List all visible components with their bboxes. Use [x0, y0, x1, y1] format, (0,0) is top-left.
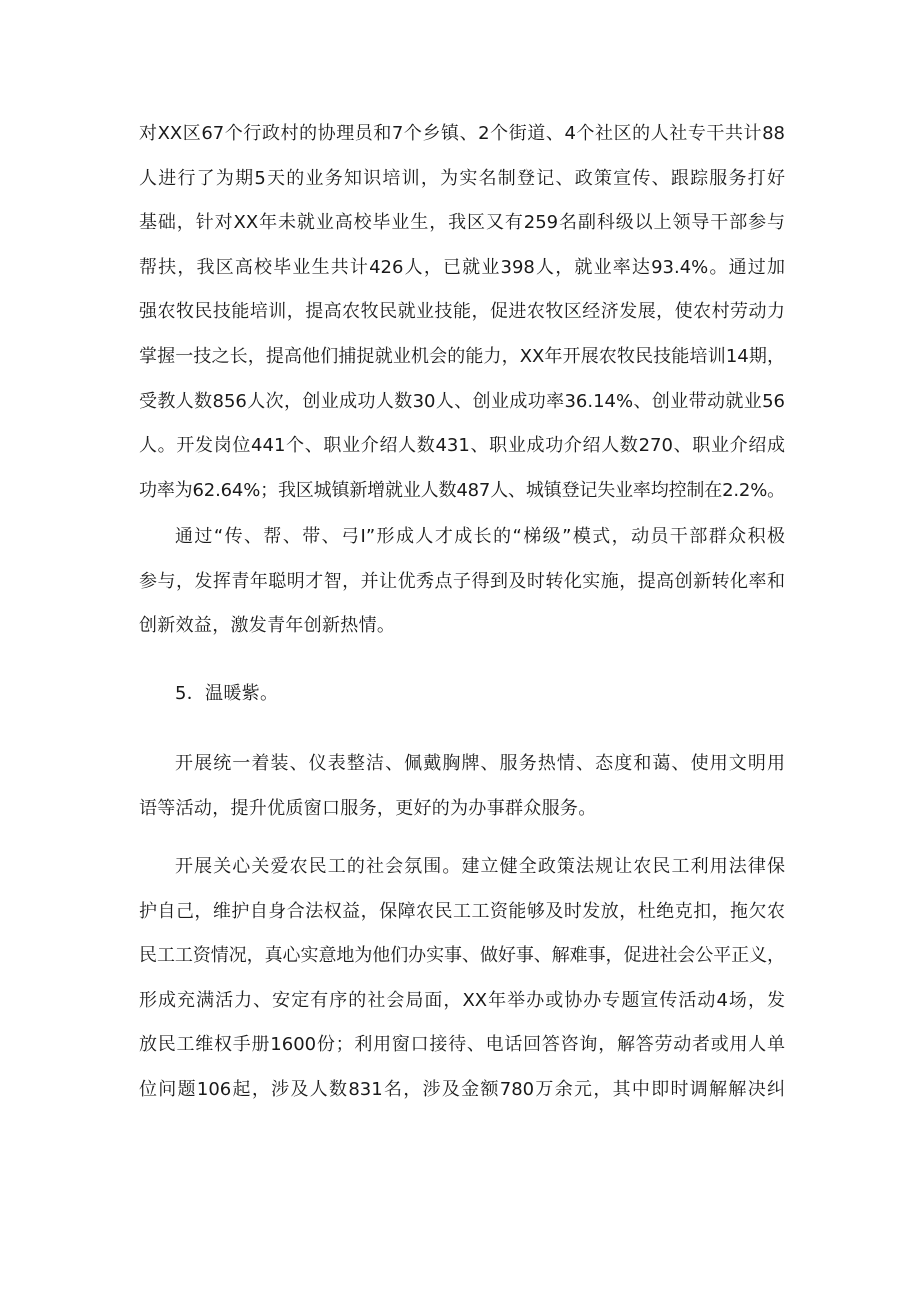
text-line: 掌握一技之长，提高他们捕捉就业机会的能力，XX年开展农牧民技能培训14期， [139, 345, 785, 367]
text-line: 形成充满活力、安定有序的社会局面，XX年举办或协办专题宣传活动4场，发 [139, 989, 785, 1011]
text-line: 开展统一着装、仪表整洁、佩戴胸牌、服务热情、态度和蔼、使用文明用 [175, 753, 785, 774]
text-line: 语等活动，提升优质窗口服务，更好的为办事群众服务。 [139, 797, 597, 819]
text-line: 创新效益，激发青年创新热情。 [139, 615, 396, 637]
text-line: 开展关心关爱农民工的社会氛围。建立健全政策法规让农民工利用法律保 [175, 856, 785, 877]
text-line: 帮扶，我区高校毕业生共计426人，已就业398人，就业率达93.4%。通过加 [139, 256, 785, 278]
text-line: 对XX区67个行政村的协理员和7个乡镇、2个街道、4个社区的人社专干共计88 [139, 123, 785, 144]
text-line: 人。开发岗位441个、职业介绍人数431、职业成功介绍人数270、职业介绍成 [139, 435, 785, 457]
text-line: 通过“传、帮、带、弓I”形成人才成长的“梯级”模式，动员干部群众积极 [175, 526, 785, 547]
text-line: 受教人数856人次，创业成功人数30人、创业成功率36.14%、创业带动就业56 [139, 390, 785, 412]
text-line: 人进行了为期5天的业务知识培训，为实名制登记、政策宣传、跟踪服务打好 [139, 167, 785, 189]
text-line: 基础，针对XX年未就业高校毕业生，我区又有259名副科级以上领导干部参与 [139, 212, 785, 234]
paragraph-employment-training [139, 112, 785, 513]
text-line: 参与，发挥青年聪明才智，并让优秀点子得到及时转化实施，提高创新转化率和 [139, 570, 785, 592]
text-line: 民工工资情况，真心实意地为他们办实事、做好事、解难事，促进社会公平正义， [139, 945, 785, 967]
text-line: 放民工维权手册1600份；利用窗口接待、电话回答咨询，解答劳动者或用人单 [139, 1034, 785, 1056]
paragraph-window-service [139, 742, 785, 831]
text-line: 护自己，维护自身合法权益，保障农民工工资能够及时发放，杜绝克扣，拖欠农 [139, 900, 785, 922]
text-line: 位问题106起，涉及人数831名，涉及金额780万余元，其中即时调解解决纠 [139, 1078, 785, 1100]
paragraph-talent-ladder [139, 515, 785, 649]
text-line: 强农牧民技能培训，提高农牧民就业技能，促进农牧区经济发展，使农村劳动力 [139, 301, 785, 323]
section-heading: 5．温暖紫。 [175, 683, 279, 704]
paragraph-migrant-workers [139, 845, 785, 1113]
text-line: 功率为62.64%；我区城镇新增就业人数487人、城镇登记失业率均控制在2.2%。 [139, 479, 785, 501]
